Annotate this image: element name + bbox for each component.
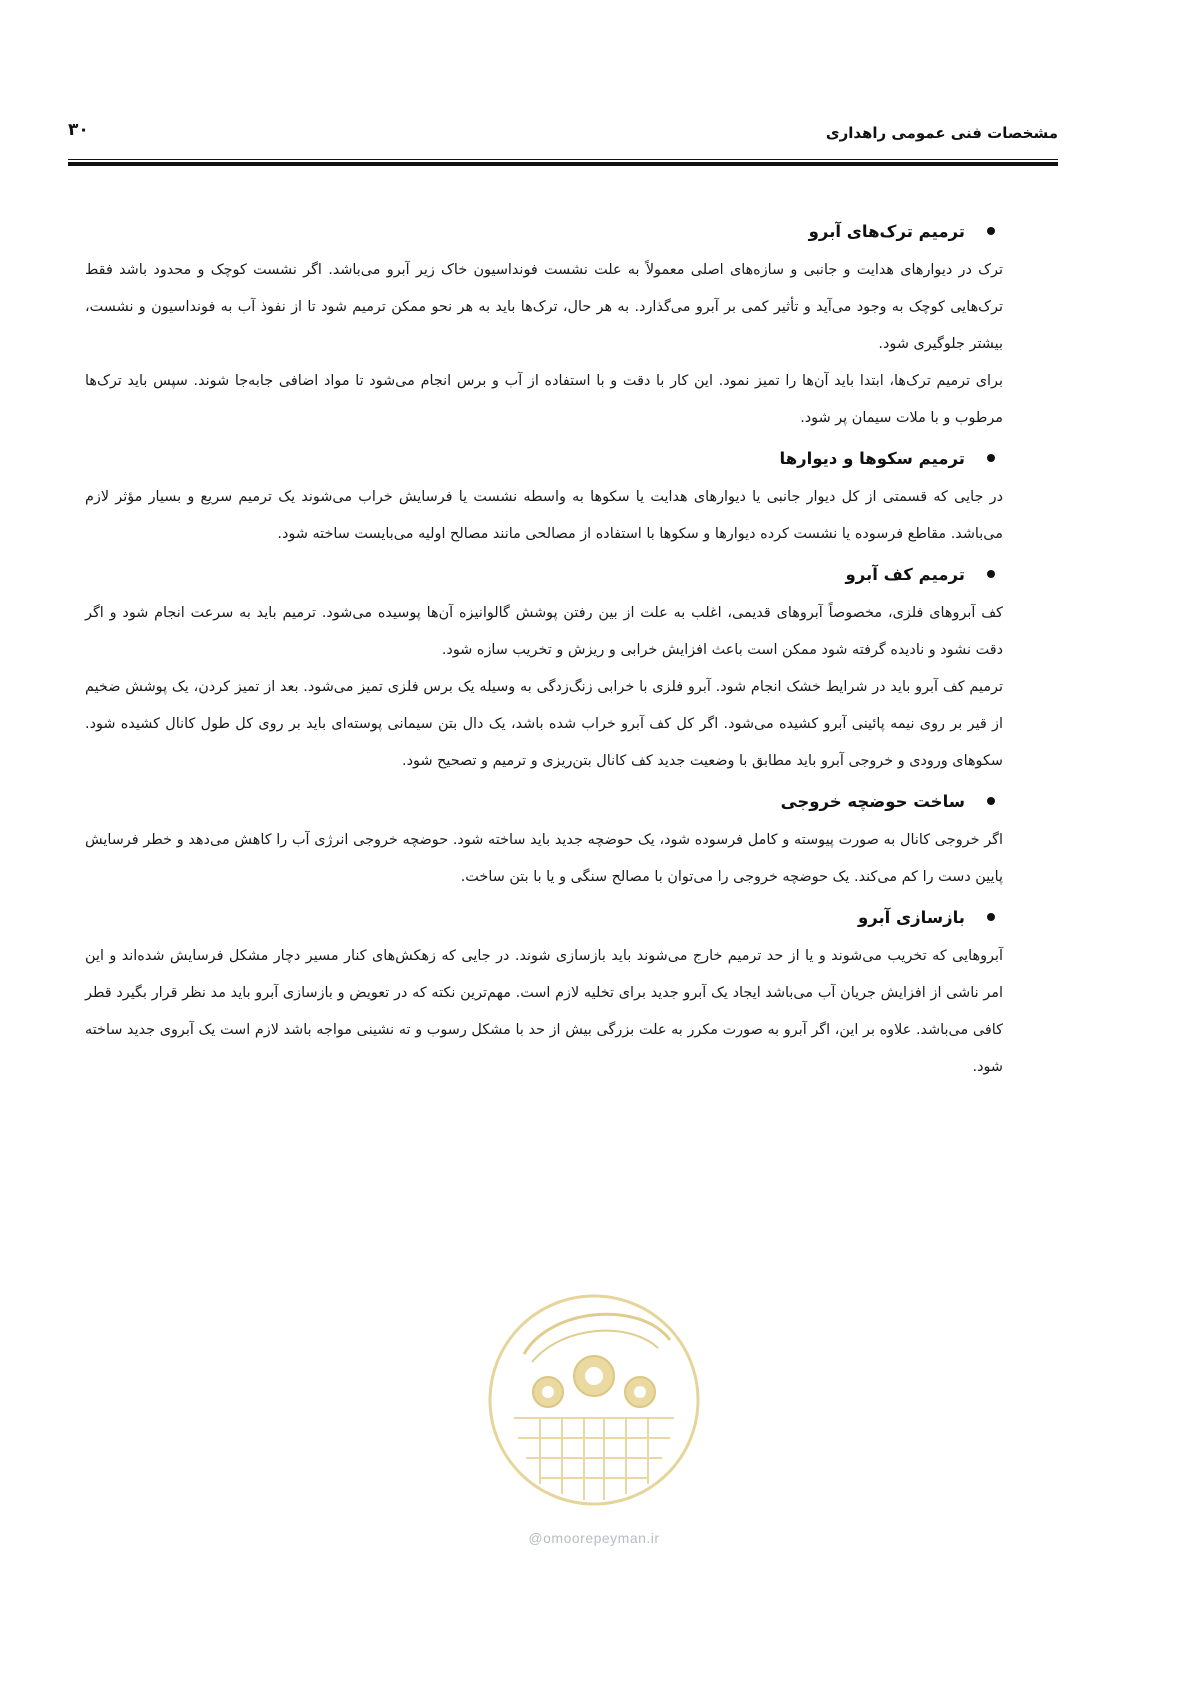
section-platform-wall-repair — [85, 437, 1003, 553]
header-rule-thin — [68, 159, 1058, 160]
section-heading — [85, 780, 1003, 822]
bullet-icon — [987, 570, 995, 578]
paragraph: در جایی که قسمتی از کل دیوار جانبی یا دیوارهای هدایت یا سکوها به واسطه نشست یا فرسایش خراب می‌شوند یک ترمیم سریع و بسیار مؤثر لازم می‌باشد. مقاطع فرسوده یا نشست کرده دیوارها و سکوها با استفاده از مصالحی مانند مصالح اولیه می‌بایست ساخته شود. — [85, 489, 1003, 542]
page-number: ۳۰ — [68, 120, 89, 140]
section-heading-text: ترمیم کف آبرو — [845, 564, 965, 584]
section-outlet-basin — [85, 780, 1003, 896]
section-heading — [85, 553, 1003, 595]
paragraph: برای ترمیم ترک‌ها، ابتدا باید آن‌ها را تمیز نمود. این کار با دقت و با استفاده از آب و برس انجام می‌شود تا مواد اضافی جابه‌جا شوند. سپس باید ترک‌ها مرطوب و با ملات سیمان پر شود. — [85, 373, 1003, 426]
section-heading-text: ترمیم سکوها و دیوارها — [779, 448, 965, 468]
section-culvert-rebuild — [85, 896, 1003, 1086]
watermark-logo-icon — [480, 1288, 708, 1518]
bullet-icon — [987, 454, 995, 462]
section-heading-text: ترمیم ترک‌های آبرو — [808, 221, 965, 241]
section-heading-text: ساخت حوضچه خروجی — [780, 791, 965, 811]
paragraph: آبروهایی که تخریب می‌شوند و یا از حد ترمیم خارج می‌شوند باید بازسازی شوند. در جایی که زهکش‌های کنار مسیر دچار مشکل فرسایش شده‌اند و این امر ناشی از افزایش جریان آب می‌باشد ایجاد یک آبرو جدید برای تخلیه لازم است. مهم‌ترین نکته که در تعویض و بازسازی آبرو باید مد نظر قرار بگیرد قطر کافی می‌باشد. علاوه بر این، اگر آبرو به صورت مکرر به علت بزرگی بیش از حد با مشکل رسوب و ته نشینی مواجه باشد لازم است یک آبروی جدید ساخته شود. — [85, 948, 1003, 1075]
paragraph: اگر خروجی کانال به صورت پیوسته و کامل فرسوده شود، یک حوضچه جدید باید ساخته شود. حوضچه خروجی انرژی آب را کاهش می‌دهد و خطر فرسایش پایین دست را کم می‌کند. یک حوضچه خروجی را می‌توان با مصالح سنگی و یا با بتن ساخت. — [85, 832, 1003, 885]
section-heading — [85, 437, 1003, 479]
paragraph: ترک در دیوارهای هدایت و جانبی و سازه‌های اصلی معمولاً به علت نشست فونداسیون خاک زیر آبرو می‌باشد. اگر نشست کوچک و محدود باشد فقط ترک‌هایی کوچک به وجود می‌آید و تأثیر کمی بر آبرو می‌گذارد. به هر حال، ترک‌ها باید به هر نحو ممکن ترمیم شود تا از نفوذ آب به فونداسیون و نشست، بیشتر جلوگیری شود. — [85, 262, 1003, 352]
watermark-url: @omoorepeyman.ir — [528, 1530, 660, 1546]
bullet-icon — [987, 227, 995, 235]
section-floor-repair — [85, 553, 1003, 780]
header-rule-thick — [68, 162, 1058, 166]
section-crack-repair — [85, 210, 1003, 437]
paragraph: ترمیم کف آبرو باید در شرایط خشک انجام شود. آبرو فلزی با خرابی زنگ‌زدگی به وسیله یک برس فلزی تمیز می‌شود. بعد از تمیز کردن، یک پوشش ضخیم از قیر بر روی نیمه پائینی آبرو کشیده می‌شود. اگر کل کف آبرو خراب شده باشد، یک دال بتن سیمانی پوسته‌ای باید بر روی کل طول کانال کشیده شود. سکوهای ورودی و خروجی آبرو باید مطابق با وضعیت جدید کف کانال بتن‌ریزی و ترمیم و تصحیح شود. — [85, 679, 1003, 769]
bullet-icon — [987, 797, 995, 805]
section-heading — [85, 210, 1003, 252]
watermark — [480, 1288, 708, 1558]
running-header — [68, 112, 1058, 152]
bullet-icon — [987, 913, 995, 921]
body-content — [85, 210, 1003, 1086]
paragraph: کف آبروهای فلزی، مخصوصاً آبروهای قدیمی، اغلب به علت از بین رفتن پوشش گالوانیزه آن‌ها پوسیده می‌شود. ترمیم باید به سرعت انجام شود و اگر دقت نشود و نادیده گرفته شود ممکن است باعث افزایش خرابی و ریزش و تخریب سازه شود. — [85, 605, 1003, 658]
running-header-title: مشخصات فنی عمومی راهداری — [825, 124, 1058, 142]
section-heading-text: بازسازی آبرو — [857, 907, 965, 927]
section-heading — [85, 896, 1003, 938]
